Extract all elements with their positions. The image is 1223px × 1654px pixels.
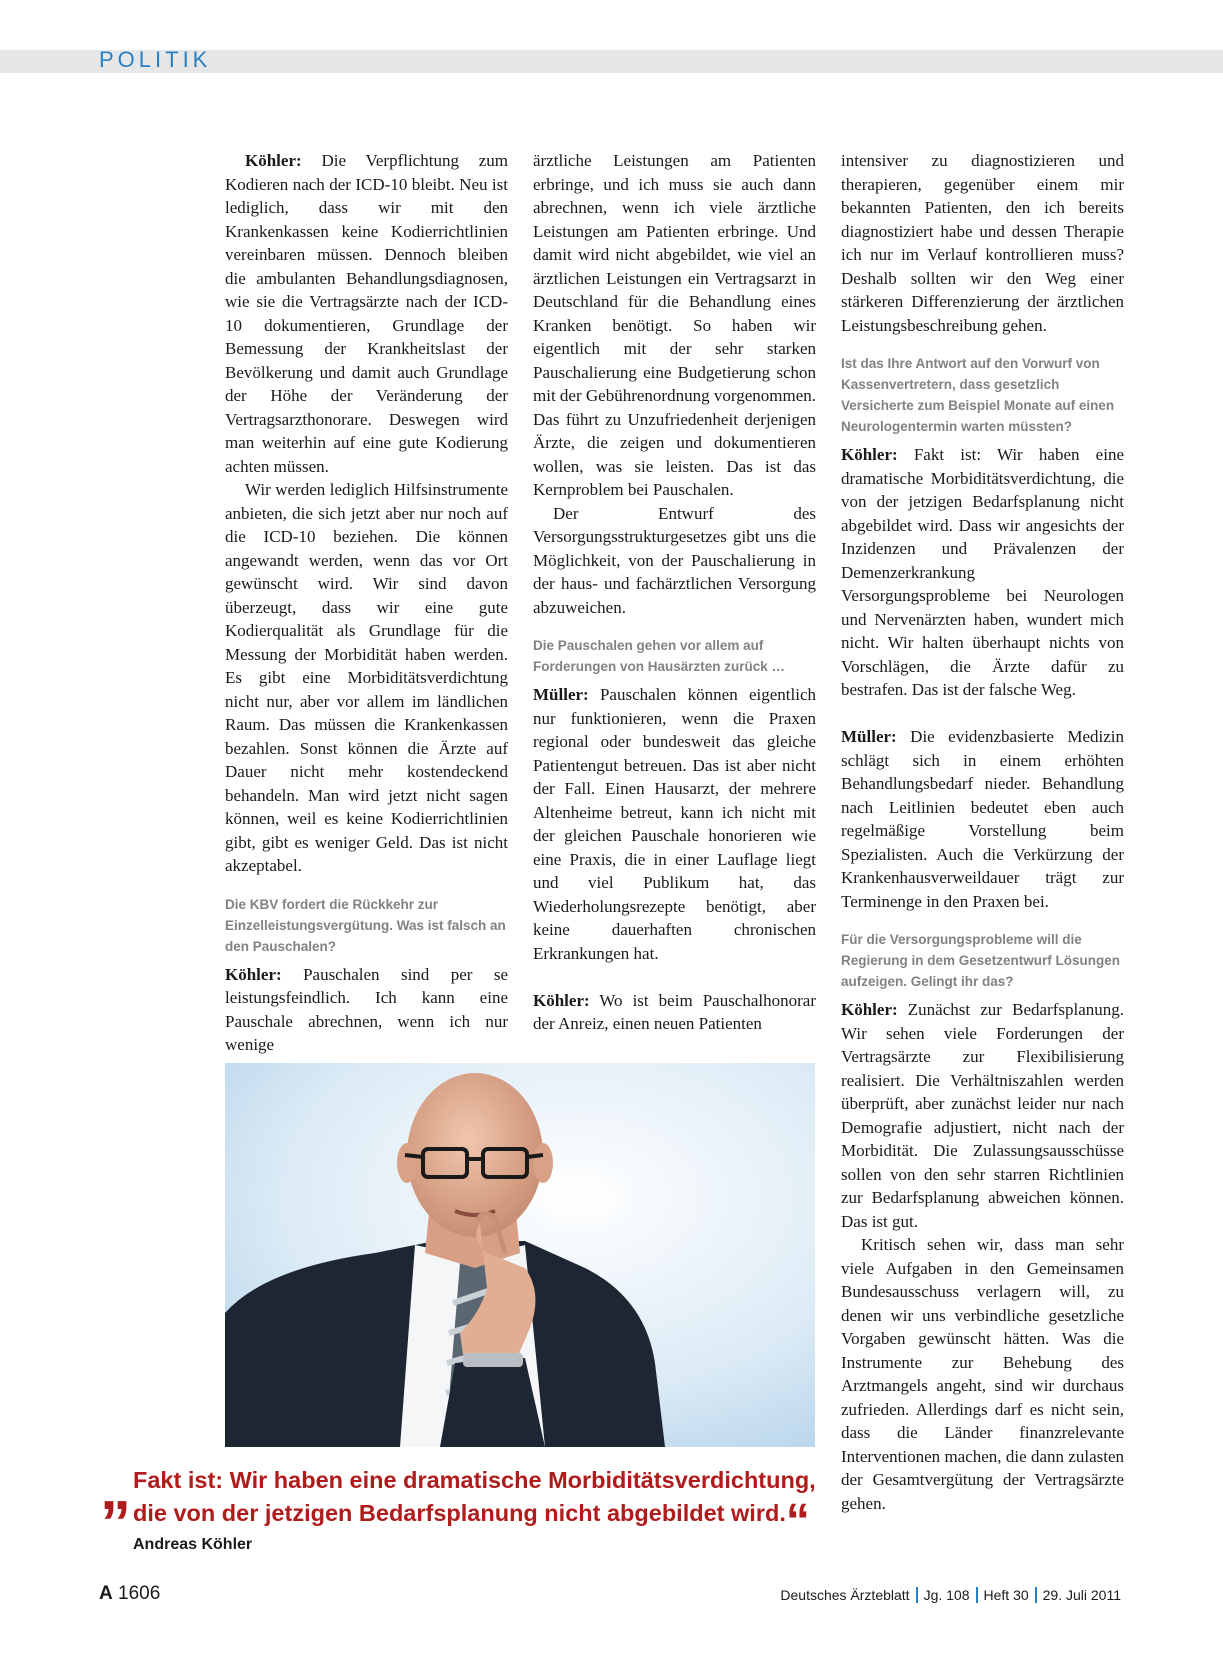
journal-volume: Jg. 108 — [923, 1587, 970, 1603]
paragraph-text: Pauschalen sind per se leistungsfeindlich. Ich kann eine Pauschale abrechnen, wenn ich nur wenige — [225, 964, 508, 1054]
speaker-name: Köhler: — [225, 964, 282, 984]
page-number — [99, 1583, 160, 1605]
paragraph: intensiver zu diagnostizieren und therapieren, gegenüber einem mir bekannten Patienten, den ich bereits diagnostiziert habe und dessen Therapie ich nur im Verlauf kontrollieren muss? Deshalb sollten wir den Weg einer stärkeren Differenzierung der ärztlichen Leistungsbeschreibung gehen. — [841, 151, 1124, 335]
paragraph-text: Die evidenzbasierte Medizin schlägt sich in einem erhöhten Behandlungsbedarf nieder. Behandlung nach Leitlinien bedeutet eben auch regelmäßige Vorstellung beim Spezialisten. Auch die Verkürzung der Krankenhausverweildauer trägt zur Terminenge in den Praxen bei. — [841, 727, 1124, 911]
paragraph — [225, 149, 508, 478]
speaker-name: Köhler: — [841, 445, 898, 464]
paragraph: Der Entwurf des Versorgungsstrukturgesetzes gibt uns die Möglichkeit, von der Pauschalierung in der haus- und fachärztlichen Versorgung abzuweichen. — [533, 503, 816, 617]
interview-question: Die KBV fordert die Rückkehr zur Einzelleistungsvergütung. Was ist falsch an den Pauschalen? — [225, 896, 506, 954]
paragraph — [841, 443, 1124, 702]
speaker-name: Köhler: — [533, 990, 590, 1010]
closing-quote-mark: “ — [785, 1495, 810, 1548]
journal-date: 29. Juli 2011 — [1042, 1587, 1121, 1603]
interview-question: Die Pauschalen gehen vor allem auf Forderungen von Hausärzten zurück … — [533, 638, 786, 674]
divider — [976, 1587, 978, 1603]
paragraph: Wir werden lediglich Hilfsinstrumente anbieten, die sich jetzt aber nur noch auf die ICD-10 beziehen. Die können angewandt werden, wenn das vor Ort gewünscht wird. Wir sind davon überzeugt, dass wir eine gute Kodierqualität als Grundlage für die Messung der Morbidität haben werden. Es gibt eine Morbiditätsverdichtung nicht nur, aber vor allem im ländlichen Raum. Das müssen die Krankenkassen bezahlen. Sonst können die Ärzte auf Dauer nicht mehr kostendeckend behandeln. Man wird jetzt nicht sagen können, weil es keine Kodierrichtlinien gibt, gibt es weniger Geld. Das ist nicht akzeptabel. — [225, 480, 508, 875]
text-column-2 — [533, 149, 816, 1036]
paragraph: ärztliche Leistungen am Patienten erbringe, und ich muss sie auch dann abrechnen, wenn ich viele ärztliche Leistungen am Patienten erbringe. Und damit wird nicht abgebildet, wie viel an ärztlichen Leistungen ein Vertragsarzt in Deutschland für die Behandlung eines Kranken benötigt. So haben wir eigentlich mit der sehr starken Pauschalierung eine Budgetierung schon mit der Gebührenordnung vorgenommen. Das führt zu Unzufriedenheit derjenigen Ärzte, die zeigen und dokumentieren wollen, was sie leisten. Das ist das Kernproblem bei Pauschalen. — [533, 151, 816, 499]
pull-quote-author: Andreas Köhler — [133, 1536, 253, 1553]
paragraph — [533, 683, 816, 965]
text-column-3 — [841, 149, 1124, 1515]
opening-quote-mark: „ — [100, 1454, 131, 1523]
page-prefix: A — [99, 1583, 113, 1604]
interview-question: Ist das Ihre Antwort auf den Vorwurf von Kassenvertretern, dass gesetzlich Versicherte zum Beispiel Monate auf einen Neurologentermin warten müssten? — [841, 356, 1115, 434]
speaker-name: Müller: — [841, 727, 897, 746]
speaker-photo — [225, 1063, 815, 1447]
interview-question: Für die Versorgungsprobleme will die Regierung in dem Gesetzentwurf Lösungen aufzeigen. Gelingt ihr das? — [841, 932, 1121, 989]
paragraph-text: Wo ist beim Pauschalhonorar der Anreiz, einen neuen Patienten — [533, 990, 816, 1033]
paragraph-text: Die Verpflichtung zum Kodieren nach der ICD-10 bleibt. Neu ist lediglich, dass wir mit den Krankenkassen keine Kodierrichtlinien vereinbaren müssen. Dennoch bleiben die ambulanten Behandlungsdiagnosen, wie sie die Vertragsärzte nach der ICD-10 dokumentieren, Grundlage der Bemessung der Krankheitslast der Bevölkerung und damit auch Grundlage der Höhe der Veränderung der Vertragsarzthonorare. Deswegen wird man weiterhin auf eine gute Kodierung achten müssen. — [225, 151, 508, 476]
speaker-name: Müller: — [533, 685, 589, 704]
pull-quote — [100, 1454, 820, 1554]
speaker-name: Köhler: — [841, 1000, 898, 1019]
paragraph-text: Fakt ist: Wir haben eine dramatische Morbiditätsverdichtung, die von der jetzigen Bedarfsplanung nicht abgebildet wird. Dass wir angesichts der Inzidenzen und Prävalenzen der Demenzerkrankung Versorgungsprobleme bei Neurologen und Nervenärzten haben, wundert mich nicht. Wir halten überhaupt nichts von Vorschlägen, die Ärzte dafür zu bestrafen. Das ist der falsche Weg. — [841, 445, 1124, 699]
journal-issue: Heft 30 — [983, 1587, 1029, 1603]
divider — [1035, 1587, 1037, 1603]
page-number-value: 1606 — [118, 1583, 161, 1604]
paragraph — [841, 725, 1124, 913]
pull-quote-body: Fakt ist: Wir haben eine dramatische Morbiditätsverdichtung, die von der jetzigen Bedarfsplanung nicht abgebildet wird. — [133, 1467, 816, 1526]
speaker-name: Köhler: — [245, 151, 302, 170]
journal-name: Deutsches Ärzteblatt — [780, 1587, 910, 1603]
paragraph: Kritisch sehen wir, dass man sehr viele Aufgaben in den Gemeinsamen Bundesausschuss verlagern will, zu denen wir uns verbindliche gesetzliche Vorgaben gewünscht hätten. Was die Instrumente zur Behebung des Arztmangels angeht, sind wir durchaus zufrieden. Allerdings darf es nicht sein, dass die Länder finanzrelevante Interventionen machen, die dann zulasten der Gesamtvergütung der Vertragsärzte gehen. — [841, 1235, 1124, 1513]
divider — [916, 1587, 918, 1603]
section-label: POLITIK — [99, 47, 212, 72]
paragraph-text: Zunächst zur Bedarfsplanung. Wir sehen viele Forderungen der Vertragsärzte zur Flexibilisierung realisiert. Die Verhältniszahlen werden überprüft, aber zunächst leider nur nach Demografie adjustiert, nicht nach der Morbidität. Die Zulassungsausschüsse sollen von den sehr starren Richtlinien zur Bedarfsplanung abweichen können. Das ist gut. — [841, 1000, 1124, 1231]
paragraph — [225, 963, 508, 1057]
paragraph — [533, 989, 816, 1036]
journal-info — [780, 1587, 1121, 1603]
paragraph — [841, 998, 1124, 1233]
text-column-1 — [225, 149, 508, 1057]
paragraph-text: Pauschalen können eigentlich nur funktionieren, wenn die Praxen regional oder bundesweit das gleiche Patientengut betreuen. Das ist aber nicht der Fall. Einen Hausarzt, der mehrere Altenheime betreut, kann ich nicht mit der gleichen Pauschale honorieren wie eine Praxis, die in einer Lauflage liegt und viel Publikum hat, das Wiederholungsrezepte benötigt, aber keine dauerhaften chronischen Erkrankungen hat. — [533, 685, 816, 963]
